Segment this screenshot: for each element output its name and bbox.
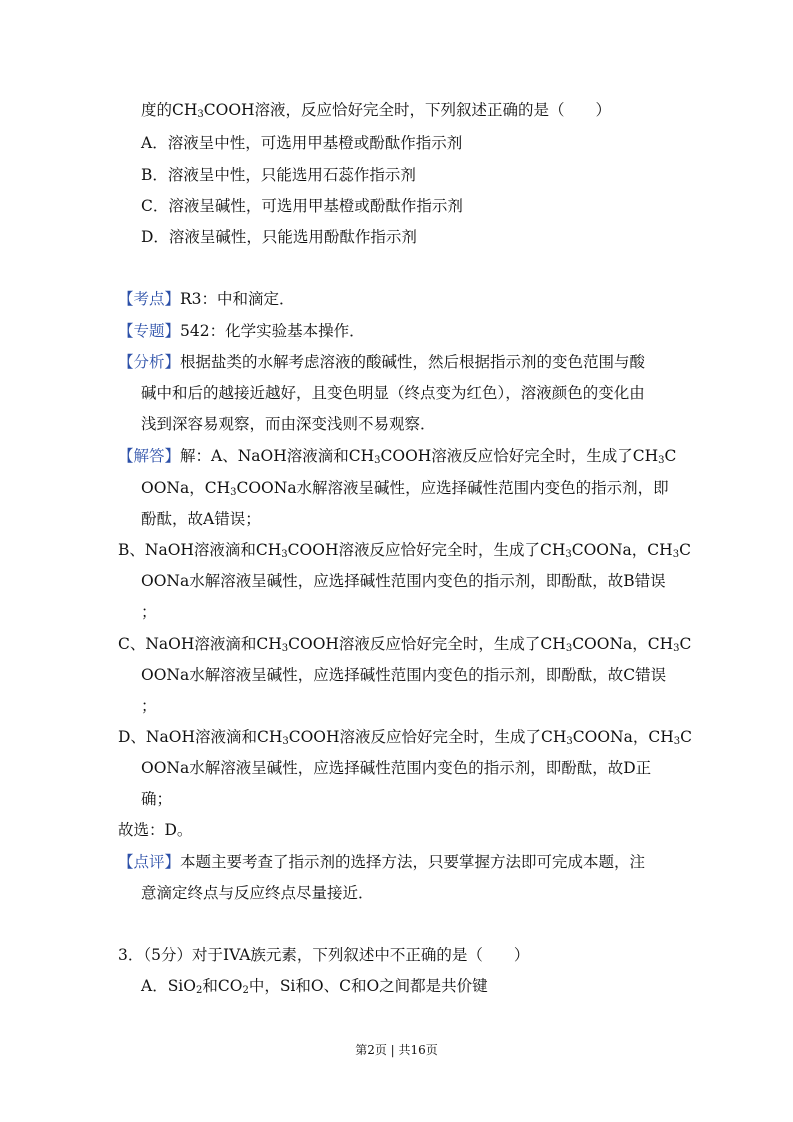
fenxi-line-3: 浅到深容易观察，而由深变浅则不易观察． bbox=[141, 415, 436, 433]
jieda-b-line-1: B、NaOH溶液滴和$CH_3COOH$溶液反应恰好完全时，生成了$CH_3COONa$，$CH_3C$ bbox=[118, 541, 691, 560]
jieda-tag: 【解答】 bbox=[118, 447, 181, 465]
jieda-d-line-2: OONa水解溶液呈碱性，应选择碱性范围内变色的指示剂，即酚酞，故D正 bbox=[141, 759, 652, 777]
q2-option-a: A．溶液呈中性，可选用甲基橙或酚酞作指示剂 bbox=[141, 134, 463, 152]
zhuanti-line: 【专题】542：化学实验基本操作． bbox=[118, 322, 365, 340]
q2-option-b: B．溶液呈中性，只能选用石蕊作指示剂 bbox=[141, 166, 416, 184]
zhuanti-tag: 【专题】 bbox=[118, 322, 181, 340]
jieda-b-line-3: ； bbox=[141, 603, 157, 621]
jieda-d-line-1: D、NaOH溶液滴和$CH_3COOH$溶液反应恰好完全时，生成了$CH_3COONa$，$CH_3C$ bbox=[118, 728, 692, 747]
kaodian-tag: 【考点】 bbox=[118, 290, 181, 308]
fenxi-line-1: 【分析】根据盐类的水解考虑溶液的酸碱性，然后根据指示剂的变色范围与酸 bbox=[118, 353, 646, 371]
dianping-line-2: 意滴定终点与反应终点尽量接近． bbox=[141, 884, 374, 902]
answer-choice: 故选：D。 bbox=[118, 821, 193, 839]
jieda-c-line-2: OONa水解溶液呈碱性，应选择碱性范围内变色的指示剂，即酚酞，故C错误 bbox=[141, 666, 667, 684]
q3-option-a: A．SiO$_2$和$CO_2$中，Si和O、C和O之间都是共价键 bbox=[141, 977, 488, 996]
fenxi-line-2: 碱中和后的越接近越好，且变色明显（终点变为红色），溶液颜色的变化由 bbox=[141, 384, 645, 402]
jieda-line-2: OONa，$CH_3COONa$水解溶液呈碱性，应选择碱性范围内变色的指示剂，即 bbox=[141, 479, 669, 498]
jieda-line-1: 【解答】解：A、NaOH溶液滴和$CH_3COOH$溶液反应恰好完全时，生成了$CH_3C$ bbox=[118, 447, 677, 466]
q2-option-c: C．溶液呈碱性，可选用甲基橙或酚酞作指示剂 bbox=[141, 197, 463, 215]
jieda-c-line-3: ； bbox=[141, 697, 157, 715]
jieda-c-line-1: C、NaOH溶液滴和$CH_3COOH$溶液反应恰好完全时，生成了$CH_3COONa$，$CH_3C$ bbox=[118, 635, 692, 654]
fenxi-tag: 【分析】 bbox=[118, 353, 181, 371]
jieda-b-line-2: OONa水解溶液呈碱性，应选择碱性范围内变色的指示剂，即酚酞，故B错误 bbox=[141, 572, 666, 590]
q2-option-d: D．溶液呈碱性，只能选用酚酞作指示剂 bbox=[141, 228, 417, 246]
q3-stem: 3．（5分）对于IVA族元素，下列叙述中不正确的是（ ） bbox=[118, 946, 530, 964]
dianping-line-1: 【点评】本题主要考查了指示剂的选择方法，只要掌握方法即可完成本题，注 bbox=[118, 853, 646, 871]
page-footer: 第2页 | 共16页 bbox=[355, 1043, 438, 1057]
kaodian-line: 【考点】R3：中和滴定． bbox=[118, 290, 295, 308]
jieda-d-line-3: 确； bbox=[141, 790, 173, 808]
q2-stem-continuation: 度的$CH_3COOH$溶液，反应恰好完全时，下列叙述正确的是（ ） bbox=[141, 101, 612, 120]
jieda-line-3: 酚酞，故A错误； bbox=[141, 510, 261, 528]
dianping-tag: 【点评】 bbox=[118, 853, 181, 871]
